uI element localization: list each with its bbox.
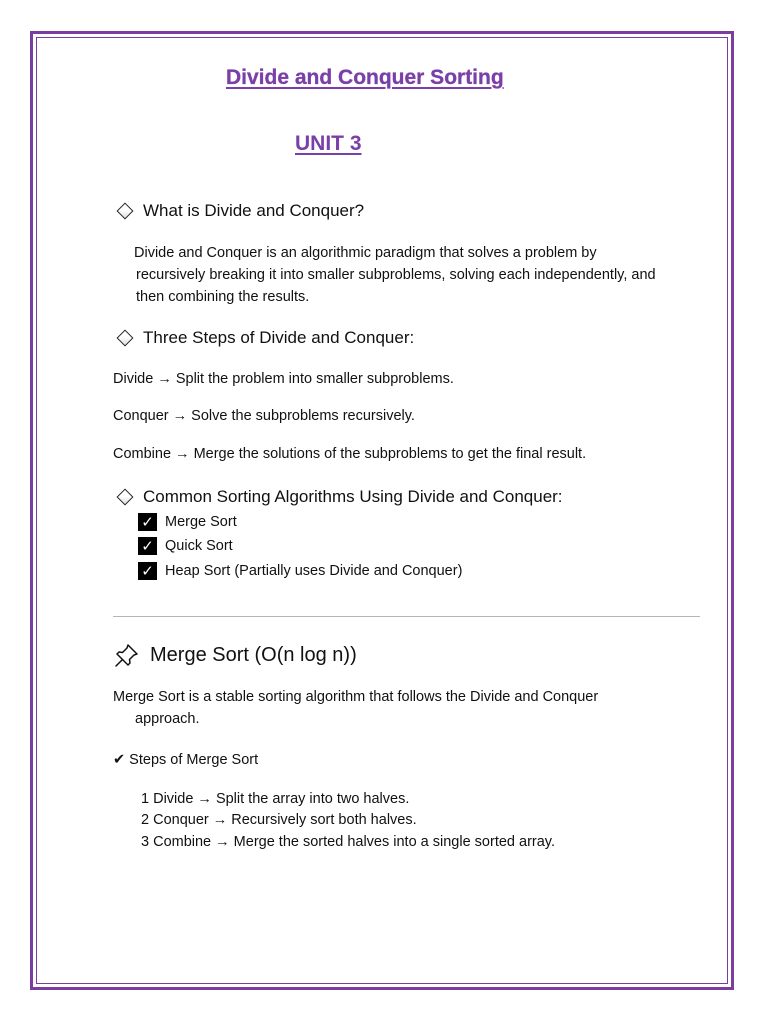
algorithm-item: [138, 513, 237, 531]
merge-sort-steps-heading: ✔ Steps of Merge Sort: [113, 752, 259, 768]
unit-title: UNIT 3: [295, 132, 362, 155]
section-heading-what: [116, 201, 364, 221]
diamond-icon: [117, 330, 134, 347]
definition-paragraph: [134, 242, 734, 308]
section-heading-what-text: What is Divide and Conquer?: [143, 201, 365, 220]
checkbox-checked-icon: ✓: [138, 513, 157, 531]
diamond-icon: [117, 203, 134, 220]
definition-line: recursively breaking it into smaller subproblems, solving each independently, and: [136, 267, 656, 283]
section-heading-steps: [116, 328, 414, 348]
algorithm-item-label: Merge Sort: [165, 514, 237, 530]
algorithm-item-label: Heap Sort (Partially uses Divide and Conquer): [165, 563, 463, 579]
merge-sort-step: 3 Combine → Merge the sorted halves into a single sorted array.: [141, 834, 555, 850]
algorithm-item-label: Quick Sort: [165, 538, 233, 554]
checkbox-checked-icon: ✓: [138, 537, 157, 555]
algorithm-item: [138, 562, 462, 580]
horizontal-divider: [113, 616, 700, 617]
section-heading-algorithms-text: Common Sorting Algorithms Using Divide and Conquer:: [143, 487, 563, 506]
merge-sort-step: 2 Conquer → Recursively sort both halves.: [141, 812, 417, 828]
document-title: Divide and Conquer Sorting: [226, 66, 504, 89]
section-heading-algorithms: [116, 487, 563, 507]
merge-sort-intro-line: approach.: [135, 711, 200, 727]
merge-sort-heading: [114, 642, 357, 668]
definition-line: Divide and Conquer is an algorithmic paradigm that solves a problem by: [134, 245, 597, 261]
pushpin-icon: [114, 642, 140, 668]
definition-line: then combining the results.: [136, 289, 310, 305]
step-combine: Combine → Merge the solutions of the subproblems to get the final result.: [113, 446, 587, 462]
step-conquer: Conquer → Solve the subproblems recursively.: [113, 408, 415, 424]
algorithm-item: [138, 537, 233, 555]
merge-sort-step: 1 Divide → Split the array into two halves.: [141, 791, 410, 807]
section-heading-steps-text: Three Steps of Divide and Conquer:: [143, 328, 415, 347]
merge-sort-intro-line: Merge Sort is a stable sorting algorithm that follows the Divide and Conquer: [113, 689, 599, 705]
merge-sort-heading-text: Merge Sort (O(n log n)): [150, 643, 357, 666]
diamond-icon: [117, 489, 134, 506]
checkbox-checked-icon: ✓: [138, 562, 157, 580]
step-divide: Divide → Split the problem into smaller subproblems.: [113, 371, 454, 387]
